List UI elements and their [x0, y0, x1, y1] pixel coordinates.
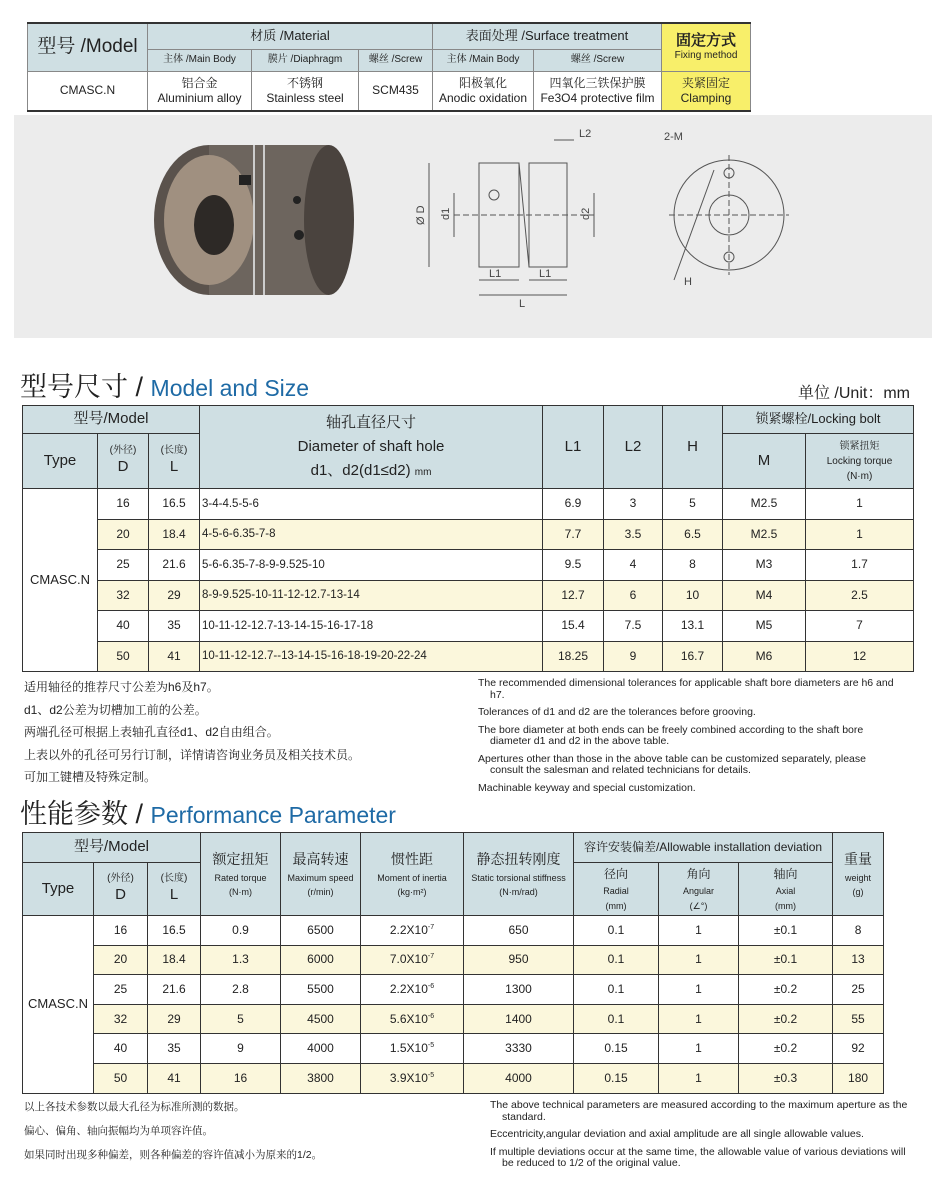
coupling-illustrations: [14, 115, 932, 338]
table-cell: 3800: [281, 1063, 361, 1093]
table-cell: 4500: [281, 1004, 361, 1034]
table-cell: 5: [663, 489, 723, 520]
sub-header: 螺丝 /Screw: [534, 49, 662, 71]
header-text: 惯性距: [391, 851, 434, 868]
table-cell: 9.5: [543, 550, 604, 581]
spec-value-cn: 铝合金: [181, 75, 218, 90]
inertia-value: 3.9X10: [389, 1070, 428, 1085]
table-cell: 35: [149, 611, 200, 642]
table-cell: 3330: [464, 1034, 574, 1064]
title-cn: 性能参数 /: [20, 799, 144, 829]
d-cn: (外径): [109, 445, 137, 457]
header-text: (N·m/rad): [499, 887, 538, 898]
model-cell: CMASC.N: [28, 71, 148, 111]
m-header: M: [723, 434, 806, 489]
table-cell: 0.1: [574, 975, 659, 1005]
table-cell: 1: [659, 1034, 739, 1064]
table-cell: 1.3: [201, 945, 281, 975]
label-l2: L2: [579, 128, 592, 140]
table-cell: 16.7: [663, 641, 723, 672]
header-text: 额定扭矩: [212, 851, 269, 868]
table-cell: 9: [604, 641, 663, 672]
label-2m: 2-M: [664, 131, 683, 143]
table-cell: M6: [723, 641, 806, 672]
header-text: (r/min): [307, 887, 334, 898]
size-notes-cn: [24, 678, 360, 791]
table-cell: M2.5: [723, 489, 806, 520]
table-cell: 25: [98, 550, 149, 581]
spec-value-en: Anodic oxidation: [438, 90, 528, 105]
note-item: The above technical parameters are measured according to the maximum aperture as the standard.: [490, 1099, 908, 1123]
diameter-header: [200, 406, 543, 489]
spec-value-cn: SCM435: [372, 83, 419, 98]
dia-unit: mm: [414, 467, 432, 478]
table-cell: 1.7: [806, 550, 914, 581]
table-cell: 4-5-6-6.35-7-8: [200, 519, 543, 550]
label-h: H: [684, 276, 692, 288]
table-cell: 18.25: [543, 641, 604, 672]
drawing-labels: [415, 128, 692, 310]
model-size-table: [22, 405, 914, 672]
sub-header: 螺丝 /Screw: [359, 49, 433, 71]
fixing-cn: 固定方式: [675, 31, 736, 49]
table-row: [23, 945, 884, 975]
spec-cell: [252, 71, 359, 111]
inertia-value: 1.5X10: [389, 1041, 428, 1056]
angular-header: [659, 863, 739, 916]
dia-cn: 轴孔直径尺寸: [326, 414, 417, 431]
deviation-header: 容许安装偏差/Allowable installation deviation: [574, 833, 833, 863]
table-cell: 1300: [464, 975, 574, 1005]
header-text: Angular: [683, 886, 715, 897]
table-cell: 6.5: [663, 519, 723, 550]
table-cell: 5: [201, 1004, 281, 1034]
torque-header: [806, 434, 914, 489]
table-cell: 8: [663, 550, 723, 581]
d-cn: (外径): [107, 873, 134, 885]
table-cell: 1400: [464, 1004, 574, 1034]
spec-value-cn: 夹紧固定: [681, 75, 730, 90]
spec-value-en: Fe3O4 protective film: [540, 90, 655, 105]
table-cell: 0.15: [574, 1034, 659, 1064]
table-cell: 5-6-6.35-7-8-9-9.525-10: [200, 550, 543, 581]
table-cell: 40: [94, 1034, 148, 1064]
table-cell: 13: [833, 945, 884, 975]
table-cell: 92: [833, 1034, 884, 1064]
title-cn: 型号尺寸 /: [20, 372, 144, 402]
unit-label: 单位 /Unit：mm: [797, 385, 910, 402]
inertia-exponent: -6: [427, 1012, 435, 1020]
table-cell: 20: [98, 519, 149, 550]
side-view-drawing: [429, 140, 594, 295]
spec-value-en: Clamping: [680, 90, 732, 105]
header-text: Radial: [603, 886, 629, 897]
table-cell: [361, 975, 464, 1005]
table-cell: 3: [604, 489, 663, 520]
table-cell: 9: [201, 1034, 281, 1064]
torque-en: Locking torque: [826, 455, 893, 467]
note-item: If multiple deviations occur at the same time, the allowable value of various deviations will be reduced to 1/2 of the original value.: [490, 1145, 906, 1170]
table-cell: 35: [148, 1034, 201, 1064]
d-label: D: [117, 457, 129, 475]
inertia-value: 7.0X10: [389, 952, 428, 967]
torque-cn: 锁紧扭矩: [839, 440, 880, 452]
table-cell: 3.5: [604, 519, 663, 550]
table-cell: 1: [659, 916, 739, 946]
table-cell: 25: [94, 975, 148, 1005]
spec-cell: [148, 71, 252, 111]
d-label: D: [115, 885, 126, 903]
table-cell: 20: [94, 945, 148, 975]
note-item: 两端孔径可根据上表轴孔直径d1、d2自由组合。: [24, 725, 279, 740]
table-cell: ±0.1: [739, 945, 833, 975]
header-text: Static torsional stiffness: [471, 872, 566, 883]
note-item: d1、d2公差为切槽加工前的公差。: [24, 702, 207, 717]
table-cell: 13.1: [663, 611, 723, 642]
spec-value-cn: 不锈钢: [286, 75, 323, 90]
table-cell: 1: [659, 975, 739, 1005]
max-speed-header: [281, 833, 361, 916]
header-text: (N·m): [229, 887, 253, 898]
table-cell: 0.15: [574, 1063, 659, 1093]
header-text: 静态扭转刚度: [476, 851, 561, 868]
l-label: L: [169, 457, 179, 475]
label-d: Ø D: [415, 205, 427, 225]
note-item: The recommended dimensional tolerances for applicable shaft bore diameters are h6 and h7.: [478, 677, 894, 701]
table-row: [23, 611, 914, 642]
table-cell: 8: [833, 916, 884, 946]
table-cell: [361, 1004, 464, 1034]
table-cell: 16: [94, 916, 148, 946]
table-cell: 21.6: [148, 975, 201, 1005]
table-cell: 25: [833, 975, 884, 1005]
table-cell: ±0.3: [739, 1063, 833, 1093]
axial-header: [739, 863, 833, 916]
inertia-header: [361, 833, 464, 916]
table-cell: 29: [149, 580, 200, 611]
table-row: [23, 641, 914, 672]
table-cell: 1: [659, 945, 739, 975]
table-row: [23, 1063, 884, 1093]
perf-notes-en: [490, 1100, 910, 1176]
header-text: Maximum speed: [287, 872, 354, 883]
l-cn: (长度): [160, 445, 188, 457]
l-header: [149, 434, 200, 489]
l-header: [148, 863, 201, 916]
table-cell: 1: [659, 1004, 739, 1034]
title-en: Model and Size: [150, 375, 310, 401]
note-item: The bore diameter at both ends can be freely combined according to the shaft bore diameter d1 and d2 in the above table.: [478, 723, 864, 748]
table-cell: 29: [148, 1004, 201, 1034]
table-cell: M5: [723, 611, 806, 642]
header-text: (mm): [605, 900, 627, 911]
table-cell: 10-11-12-12.7--13-14-15-16-18-19-20-22-24: [200, 641, 543, 672]
label-l1: L1: [539, 268, 552, 280]
table-cell: 16.5: [149, 489, 200, 520]
stiffness-header: [464, 833, 574, 916]
spec-cell: [433, 71, 534, 111]
table-cell: 50: [98, 641, 149, 672]
table-row: [23, 550, 914, 581]
table-cell: 7: [806, 611, 914, 642]
table-cell: 650: [464, 916, 574, 946]
inertia-value: 2.2X10: [389, 981, 428, 996]
note-item: 以上各技术参数以最大孔径为标准所测的数据。: [24, 1101, 245, 1113]
table-cell: 41: [149, 641, 200, 672]
table-cell: 0.1: [574, 916, 659, 946]
header-text: 重量: [844, 851, 873, 868]
table-cell: 8-9-9.525-10-11-12-12.7-13-14: [200, 580, 543, 611]
table-cell: 50: [94, 1063, 148, 1093]
table-cell: 55: [833, 1004, 884, 1034]
material-spec-table: [27, 22, 751, 112]
label-l1: L1: [489, 268, 502, 280]
spec-cell: [534, 71, 662, 111]
table-cell: 32: [98, 580, 149, 611]
table-cell: M2.5: [723, 519, 806, 550]
d-header: [98, 434, 149, 489]
table-cell: ±0.2: [739, 1034, 833, 1064]
note-item: Tolerances of d1 and d2 are the tolerances before grooving.: [478, 706, 756, 719]
table-cell: 5500: [281, 975, 361, 1005]
performance-table: [22, 832, 884, 1094]
perf-notes-cn: [24, 1098, 322, 1170]
dia-sub: d1、d2(d1≤d2): [310, 462, 411, 479]
table-cell: ±0.2: [739, 1004, 833, 1034]
table-cell: 4000: [464, 1063, 574, 1093]
inertia-exponent: -7: [427, 953, 435, 961]
sub-header: 膜片 /Diaphragm: [252, 49, 359, 71]
table-cell: 4: [604, 550, 663, 581]
performance-title: [20, 792, 396, 831]
table-cell: 0.1: [574, 945, 659, 975]
material-header: 材质 /Material: [148, 23, 433, 49]
table-cell: 6.9: [543, 489, 604, 520]
table-cell: 7.5: [604, 611, 663, 642]
note-item: 如果同时出现多种偏差，则各种偏差的容许值减小为原来的1/2。: [24, 1148, 323, 1161]
table-cell: 16: [201, 1063, 281, 1093]
inertia-exponent: -5: [427, 1071, 435, 1079]
l-cn: (长度): [160, 873, 188, 885]
header-text: weight: [845, 872, 872, 883]
d-header: [94, 863, 148, 916]
spec-value-cn: 四氧化三铁保护膜: [549, 75, 646, 90]
table-cell: 18.4: [149, 519, 200, 550]
table-cell: 3-4-4.5-5-6: [200, 489, 543, 520]
spec-value-en: Aluminium alloy: [157, 90, 242, 105]
table-row: [23, 489, 914, 520]
table-row: [23, 975, 884, 1005]
table-row: [23, 1004, 884, 1034]
dia-en: Diameter of shaft hole: [297, 438, 445, 455]
title-en: Performance Parameter: [150, 802, 396, 828]
table-cell: M3: [723, 550, 806, 581]
type-header: Type: [23, 863, 94, 916]
size-notes-en: [478, 678, 898, 800]
table-row: [23, 580, 914, 611]
weight-header: [833, 833, 884, 916]
table-cell: 0.9: [201, 916, 281, 946]
inertia-value: 5.6X10: [389, 1011, 428, 1026]
fixing-en: Fixing method: [674, 50, 738, 62]
coupling-render: [154, 145, 354, 295]
label-d2: d2: [580, 207, 592, 220]
header-text: 轴向: [773, 867, 798, 882]
header-text: (mm): [775, 900, 797, 911]
spec-cell: [662, 71, 751, 111]
table-cell: 7.7: [543, 519, 604, 550]
type-cell: CMASC.N: [23, 489, 98, 672]
table-cell: 0.1: [574, 1004, 659, 1034]
table-cell: 6: [604, 580, 663, 611]
note-item: 适用轴径的推荐尺寸公差为h6及h7。: [24, 680, 219, 694]
spec-value-en: Stainless steel: [266, 90, 344, 105]
inertia-exponent: -5: [427, 1042, 435, 1050]
inertia-value: 2.2X10: [389, 922, 428, 937]
table-cell: 6000: [281, 945, 361, 975]
fixing-header: [662, 23, 751, 71]
header-text: Rated torque: [214, 872, 267, 883]
header-text: 角向: [686, 867, 711, 882]
table-cell: 2.8: [201, 975, 281, 1005]
sub-header: 主体 /Main Body: [148, 49, 252, 71]
l2-header: L2: [604, 406, 663, 489]
table-cell: 41: [148, 1063, 201, 1093]
table-cell: ±0.1: [739, 916, 833, 946]
model-header: 型号/Model: [23, 406, 200, 434]
inertia-exponent: -7: [427, 923, 435, 931]
table-cell: 15.4: [543, 611, 604, 642]
table-cell: 32: [94, 1004, 148, 1034]
header-text: Axial: [775, 886, 796, 897]
table-cell: ±0.2: [739, 975, 833, 1005]
note-item: 偏心、偏角、轴向振幅均为单项容许值。: [24, 1124, 213, 1137]
table-cell: 18.4: [148, 945, 201, 975]
table-cell: 40: [98, 611, 149, 642]
table-cell: [361, 1034, 464, 1064]
table-cell: 1: [806, 489, 914, 520]
header-text: 径向: [604, 867, 629, 882]
label-l: L: [519, 298, 526, 310]
h-header: H: [663, 406, 723, 489]
label-d1: d1: [440, 207, 452, 220]
table-cell: 21.6: [149, 550, 200, 581]
table-cell: 6500: [281, 916, 361, 946]
table-cell: M4: [723, 580, 806, 611]
type-header: Type: [23, 434, 98, 489]
table-cell: 180: [833, 1063, 884, 1093]
table-cell: 16: [98, 489, 149, 520]
table-row: [23, 1034, 884, 1064]
table-cell: 16.5: [148, 916, 201, 946]
note-item: Eccentricity,angular deviation and axial amplitude are all single allowable values.: [490, 1128, 864, 1141]
note-item: Apertures other than those in the above table can be customized separately, please consult the salesman and related technicians for details.: [478, 752, 866, 777]
table-cell: [361, 1063, 464, 1093]
bolt-header: 锁紧螺栓/Locking bolt: [723, 406, 914, 434]
table-cell: 12: [806, 641, 914, 672]
radial-header: [574, 863, 659, 916]
table-cell: 950: [464, 945, 574, 975]
header-text: (kg·m²): [397, 887, 427, 898]
torque-unit: (N·m): [846, 470, 873, 482]
rated-torque-header: [201, 833, 281, 916]
surface-header: 表面处理 /Surface treatment: [433, 23, 662, 49]
table-cell: 10: [663, 580, 723, 611]
sub-header: 主体 /Main Body: [433, 49, 534, 71]
table-cell: [361, 916, 464, 946]
table-cell: 4000: [281, 1034, 361, 1064]
table-row: [23, 519, 914, 550]
front-view-drawing: [669, 155, 789, 280]
l1-header: L1: [543, 406, 604, 489]
type-cell: CMASC.N: [23, 916, 94, 1094]
header-text: 最高转速: [292, 851, 349, 868]
table-cell: 1: [659, 1063, 739, 1093]
table-cell: 10-11-12-12.7-13-14-15-16-17-18: [200, 611, 543, 642]
product-image-panel: [14, 115, 932, 338]
note-item: 上表以外的孔径可另行订制，详情请咨询业务员及相关技术员。: [24, 747, 361, 762]
note-item: 可加工键槽及特殊定制。: [24, 770, 157, 785]
table-cell: 1: [806, 519, 914, 550]
inertia-exponent: -6: [427, 982, 435, 990]
table-cell: [361, 945, 464, 975]
table-cell: 2.5: [806, 580, 914, 611]
header-text: (∠°): [689, 900, 708, 911]
spec-cell: [359, 71, 433, 111]
header-text: Moment of inertia: [377, 872, 447, 883]
table-cell: 12.7: [543, 580, 604, 611]
table-row: [23, 916, 884, 946]
header-text: (g): [852, 887, 864, 898]
model-header: 型号 /Model: [28, 23, 148, 71]
model-header: 型号/Model: [23, 833, 201, 863]
model-size-title: [20, 365, 309, 404]
l-label: L: [169, 885, 179, 903]
note-item: Machinable keyway and special customization.: [478, 781, 696, 794]
spec-value-cn: 阳极氧化: [458, 75, 507, 90]
